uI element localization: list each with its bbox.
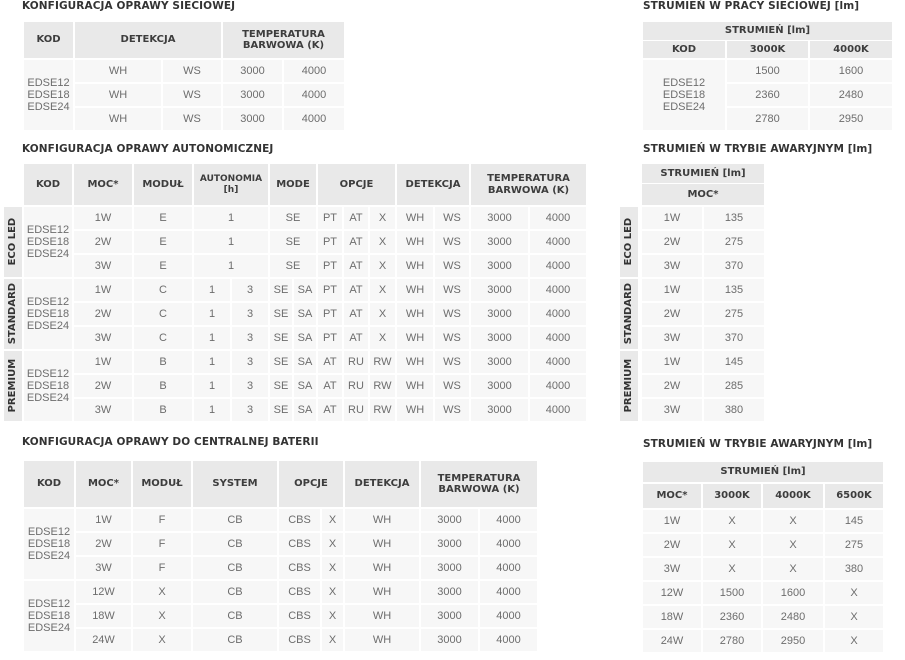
t6-header-moc: MOC* xyxy=(643,484,701,508)
t2-cell: RU xyxy=(344,351,368,373)
t2-cell: AT xyxy=(344,303,368,325)
t3-cell: 4000 xyxy=(480,509,537,531)
t2-cell: RW xyxy=(370,375,395,397)
t3-cell: F xyxy=(133,509,191,531)
t3-cell: 4000 xyxy=(480,581,537,603)
t2-cell: X xyxy=(370,255,395,277)
t3-header-moc: MOC* xyxy=(76,461,131,507)
t4-cell: 2480 xyxy=(810,84,892,106)
t5-table xyxy=(620,164,764,421)
t4-cell: 1600 xyxy=(810,60,892,82)
t1-cell: WS xyxy=(163,108,221,130)
t6-cell: 2W xyxy=(643,534,701,556)
t2-cell: E xyxy=(134,255,192,277)
t3-cell: X xyxy=(322,581,343,603)
t2-cell: 4000 xyxy=(530,351,586,373)
t2-cell: 3000 xyxy=(471,351,528,373)
t3-cell: 4000 xyxy=(480,557,537,579)
t2-cell: WH xyxy=(397,231,433,253)
t3-cell: 4000 xyxy=(480,605,537,627)
t6-cell: 3W xyxy=(643,558,701,580)
t4-header-strumien: STRUMIEŃ [lm] xyxy=(643,22,892,40)
t1-cell: 3000 xyxy=(223,108,282,130)
t3-header-modul: MODUŁ xyxy=(133,461,191,507)
t2-cell: 3 xyxy=(232,375,268,397)
t3-header-temp: TEMPERATURA BARWOWA (K) xyxy=(421,461,537,507)
t2-cell: SA xyxy=(294,303,316,325)
t2-cell: WS xyxy=(435,207,469,229)
t6-cell: 2780 xyxy=(703,630,761,652)
t6-cell: 2480 xyxy=(763,606,823,628)
t3-header-kod: KOD xyxy=(24,461,74,507)
t2-cell: PT xyxy=(318,207,342,229)
t4-table xyxy=(643,22,892,130)
t3-cell: 3000 xyxy=(421,509,478,531)
t2-cell: AT xyxy=(344,231,368,253)
t1-cell: WH xyxy=(75,108,161,130)
t2-cell: 3 xyxy=(232,303,268,325)
t4-header-kod: KOD xyxy=(643,41,725,58)
t6-cell: X xyxy=(703,510,761,532)
t5-title: STRUMIEŃ W TRYBIE AWARYJNYM [lm] xyxy=(643,143,873,155)
t3-cell: 3000 xyxy=(421,557,478,579)
t2-header-autonomia: AUTONOMIA [h] xyxy=(194,164,268,205)
t2-group-label xyxy=(4,279,22,349)
t2-table xyxy=(4,164,586,421)
t3-cell: CB xyxy=(193,605,277,627)
t6-cell: X xyxy=(763,558,823,580)
t2-cell: 3W xyxy=(74,255,132,277)
t3-cell: 24W xyxy=(76,629,131,651)
t1-cell: WS xyxy=(163,84,221,106)
t2-cell: B xyxy=(134,351,192,373)
t2-cell: SA xyxy=(294,279,316,301)
t6-cell: X xyxy=(825,630,883,652)
t3-cell: WH xyxy=(345,605,419,627)
t6-cell: X xyxy=(825,582,883,604)
t2-cell: 2W xyxy=(74,303,132,325)
t3-cell: 3W xyxy=(76,557,131,579)
t2-cell: WS xyxy=(435,231,469,253)
t3-cell: 3000 xyxy=(421,629,478,651)
t2-cell: WS xyxy=(435,375,469,397)
t5-cell: 1W xyxy=(642,207,702,229)
t2-cell: E xyxy=(134,207,192,229)
t2-cell: C xyxy=(134,303,192,325)
t2-cell: 4000 xyxy=(530,327,586,349)
t2-cell: SA xyxy=(294,351,316,373)
t3-cell: CBS xyxy=(279,557,320,579)
t6-header-3000k: 3000K xyxy=(703,484,761,508)
t3-cell: CBS xyxy=(279,605,320,627)
t2-cell: C xyxy=(134,327,192,349)
t2-cell: WH xyxy=(397,375,433,397)
t2-cell: SE xyxy=(270,231,316,253)
t6-cell: 2950 xyxy=(763,630,823,652)
t2-cell: RW xyxy=(370,399,395,421)
t3-cell: 18W xyxy=(76,605,131,627)
t2-cell: X xyxy=(370,327,395,349)
t5-cell: 370 xyxy=(704,255,764,277)
t3-header-detekcja: DETEKCJA xyxy=(345,461,419,507)
t2-cell: WH xyxy=(397,327,433,349)
t3-cell: 12W xyxy=(76,581,131,603)
t3-cell: X xyxy=(133,629,191,651)
t2-cell: 3000 xyxy=(471,399,528,421)
t2-cell: 4000 xyxy=(530,279,586,301)
t2-cell: SA xyxy=(294,399,316,421)
t2-cell: AT xyxy=(344,207,368,229)
t3-cell: CB xyxy=(193,557,277,579)
t5-group-label-text: STANDARD xyxy=(623,283,635,345)
t2-cell: 1W xyxy=(74,207,132,229)
t6-cell: 275 xyxy=(825,534,883,556)
t2-cell: AT xyxy=(344,279,368,301)
t2-group-label xyxy=(4,207,22,277)
t1-cell: 3000 xyxy=(223,84,282,106)
t2-cell: SE xyxy=(270,375,292,397)
t3-cell: WH xyxy=(345,557,419,579)
t2-cell: 3 xyxy=(232,399,268,421)
t2-cell: WS xyxy=(435,351,469,373)
t2-cell: PT xyxy=(318,231,342,253)
t5-group-label xyxy=(620,279,638,349)
t2-cell: SE xyxy=(270,303,292,325)
t5-cell: 2W xyxy=(642,375,702,397)
t3-cell: 3000 xyxy=(421,605,478,627)
t2-cell: WS xyxy=(435,303,469,325)
t3-header-opcje: OPCJE xyxy=(279,461,343,507)
t2-cell: SA xyxy=(294,375,316,397)
t2-cell: X xyxy=(370,231,395,253)
t2-kod-cell: EDSE12 EDSE18 EDSE24 xyxy=(24,207,72,277)
t5-cell: 135 xyxy=(704,279,764,301)
t2-kod-cell: EDSE12 EDSE18 EDSE24 xyxy=(24,279,72,349)
t2-cell: AT xyxy=(344,255,368,277)
t2-cell: 4000 xyxy=(530,375,586,397)
t6-cell: X xyxy=(703,534,761,556)
t1-kod-cell: EDSE12 EDSE18 EDSE24 xyxy=(24,60,73,130)
t2-cell: 1 xyxy=(194,207,268,229)
t2-cell: 1 xyxy=(194,303,230,325)
t1-cell: 4000 xyxy=(284,84,344,106)
t1-cell: 4000 xyxy=(284,108,344,130)
t2-cell: 1 xyxy=(194,375,230,397)
t3-header-system: SYSTEM xyxy=(193,461,277,507)
t3-cell: CB xyxy=(193,581,277,603)
t4-cell: 2950 xyxy=(810,108,892,130)
t2-cell: SE xyxy=(270,279,292,301)
t2-cell: 1W xyxy=(74,279,132,301)
t5-cell: 285 xyxy=(704,375,764,397)
t2-cell: 1 xyxy=(194,399,230,421)
t1-header-temp: TEMPERATURA BARWOWA (K) xyxy=(223,22,344,58)
t2-header-mode: MODE xyxy=(270,164,316,205)
t2-cell: AT xyxy=(318,351,342,373)
t3-cell: 2W xyxy=(76,533,131,555)
t2-cell: RU xyxy=(344,399,368,421)
t2-header-detekcja: DETEKCJA xyxy=(397,164,469,205)
t3-cell: CBS xyxy=(279,509,320,531)
t3-cell: CB xyxy=(193,533,277,555)
t5-cell: 275 xyxy=(704,231,764,253)
t2-cell: SA xyxy=(294,327,316,349)
t5-cell: 380 xyxy=(704,399,764,421)
t2-cell: PT xyxy=(318,327,342,349)
t4-cell: 1500 xyxy=(727,60,808,82)
t2-cell: SE xyxy=(270,351,292,373)
t1-title: KONFIGURACJA OPRAWY SIECIOWEJ xyxy=(22,0,236,12)
t2-header-modul: MODUŁ xyxy=(134,164,192,205)
t4-header-4000k: 4000K xyxy=(810,41,892,58)
t2-cell: 3000 xyxy=(471,231,528,253)
t2-cell: 3W xyxy=(74,327,132,349)
t1-cell: WH xyxy=(75,60,161,82)
t3-cell: X xyxy=(322,557,343,579)
t4-title: STRUMIEŃ W PRACY SIECIOWEJ [lm] xyxy=(643,0,860,12)
t2-cell: WH xyxy=(397,207,433,229)
t5-cell: 2W xyxy=(642,303,702,325)
t3-cell: 4000 xyxy=(480,629,537,651)
t2-cell: 3 xyxy=(232,327,268,349)
t3-cell: CB xyxy=(193,629,277,651)
t6-cell: 1W xyxy=(643,510,701,532)
t5-header-moc: MOC* xyxy=(642,184,764,205)
t2-cell: SE xyxy=(270,399,292,421)
t2-cell: WS xyxy=(435,327,469,349)
t6-cell: 2360 xyxy=(703,606,761,628)
t5-cell: 1W xyxy=(642,279,702,301)
t2-cell: AT xyxy=(318,375,342,397)
t3-cell: F xyxy=(133,557,191,579)
t2-cell: 1W xyxy=(74,351,132,373)
t2-cell: WS xyxy=(435,279,469,301)
t3-cell: WH xyxy=(345,629,419,651)
t2-kod-cell: EDSE12 EDSE18 EDSE24 xyxy=(24,351,72,421)
t5-cell: 370 xyxy=(704,327,764,349)
t1-cell: 3000 xyxy=(223,60,282,82)
t5-cell: 3W xyxy=(642,255,702,277)
t5-cell: 275 xyxy=(704,303,764,325)
t2-header-kod: KOD xyxy=(24,164,72,205)
t2-cell: RU xyxy=(344,375,368,397)
t3-title: KONFIGURACJA OPRAWY DO CENTRALNEJ BATERII xyxy=(22,436,319,448)
t3-cell: 3000 xyxy=(421,581,478,603)
t2-cell: PT xyxy=(318,255,342,277)
t6-cell: 1500 xyxy=(703,582,761,604)
t2-cell: 3W xyxy=(74,399,132,421)
t5-group-label-text: ECO LED xyxy=(623,218,635,266)
t2-group-label-text: ECO LED xyxy=(7,218,19,266)
t5-cell: 3W xyxy=(642,399,702,421)
t3-cell: 3000 xyxy=(421,533,478,555)
t1-cell: 4000 xyxy=(284,60,344,82)
t2-cell: 1 xyxy=(194,351,230,373)
t2-cell: AT xyxy=(344,327,368,349)
t6-table xyxy=(643,462,883,652)
t3-cell: WH xyxy=(345,533,419,555)
t2-cell: WH xyxy=(397,303,433,325)
t2-cell: X xyxy=(370,279,395,301)
t3-cell: WH xyxy=(345,581,419,603)
t2-cell: 2W xyxy=(74,375,132,397)
t2-cell: 2W xyxy=(74,231,132,253)
t6-cell: 18W xyxy=(643,606,701,628)
t1-cell: WS xyxy=(163,60,221,82)
t3-cell: CB xyxy=(193,509,277,531)
t6-header-6500k: 6500K xyxy=(825,484,883,508)
t4-header-3000k: 3000K xyxy=(727,41,808,58)
t3-cell: X xyxy=(322,629,343,651)
t2-cell: 1 xyxy=(194,255,268,277)
t6-cell: 12W xyxy=(643,582,701,604)
t2-cell: SE xyxy=(270,255,316,277)
t5-header-strumien: STRUMIEŃ [lm] xyxy=(642,164,764,183)
t4-cell: 2360 xyxy=(727,84,808,106)
t5-cell: 3W xyxy=(642,327,702,349)
t2-cell: B xyxy=(134,399,192,421)
t2-cell: C xyxy=(134,279,192,301)
t2-cell: B xyxy=(134,375,192,397)
t2-cell: 1 xyxy=(194,231,268,253)
t3-cell: X xyxy=(322,509,343,531)
t5-cell: 2W xyxy=(642,231,702,253)
t2-cell: 3000 xyxy=(471,327,528,349)
t5-group-label xyxy=(620,207,638,277)
t1-header-kod: KOD xyxy=(24,22,73,58)
t2-cell: 3000 xyxy=(471,279,528,301)
t2-cell: WH xyxy=(397,255,433,277)
t2-cell: 4000 xyxy=(530,303,586,325)
t2-cell: 4000 xyxy=(530,399,586,421)
t2-cell: AT xyxy=(318,399,342,421)
t3-cell: X xyxy=(133,581,191,603)
t6-cell: 145 xyxy=(825,510,883,532)
t2-group-label-text: STANDARD xyxy=(7,283,19,345)
t3-cell: X xyxy=(133,605,191,627)
t2-cell: 3000 xyxy=(471,303,528,325)
t4-cell: 2780 xyxy=(727,108,808,130)
t2-cell: PT xyxy=(318,279,342,301)
t2-cell: PT xyxy=(318,303,342,325)
t3-cell: 1W xyxy=(76,509,131,531)
t3-cell: WH xyxy=(345,509,419,531)
t2-header-opcje: OPCJE xyxy=(318,164,395,205)
t3-cell: X xyxy=(322,605,343,627)
t2-cell: SE xyxy=(270,327,292,349)
t2-group-label xyxy=(4,351,22,421)
t5-cell: 145 xyxy=(704,351,764,373)
t3-table xyxy=(24,461,537,652)
t2-cell: WH xyxy=(397,399,433,421)
t3-cell: F xyxy=(133,533,191,555)
t3-cell: CBS xyxy=(279,581,320,603)
t1-cell: WH xyxy=(75,84,161,106)
t2-cell: X xyxy=(370,303,395,325)
t2-header-moc: MOC* xyxy=(74,164,132,205)
t2-cell: 1 xyxy=(194,327,230,349)
t2-cell: 3 xyxy=(232,279,268,301)
t6-cell: X xyxy=(703,558,761,580)
t5-group-label-text: PREMIUM xyxy=(623,359,635,413)
t3-cell: CBS xyxy=(279,629,320,651)
t6-header-strumien: STRUMIEŃ [lm] xyxy=(643,462,883,482)
t5-group-label xyxy=(620,351,638,421)
t3-cell: X xyxy=(322,533,343,555)
t2-cell: 4000 xyxy=(530,255,586,277)
t6-title: STRUMIEŃ W TRYBIE AWARYJNYM [lm] xyxy=(643,438,873,450)
t6-cell: 24W xyxy=(643,630,701,652)
t6-cell: X xyxy=(763,510,823,532)
t2-cell: X xyxy=(370,207,395,229)
t6-cell: 380 xyxy=(825,558,883,580)
t6-cell: 1600 xyxy=(763,582,823,604)
t3-cell: 4000 xyxy=(480,533,537,555)
t5-cell: 135 xyxy=(704,207,764,229)
t6-cell: X xyxy=(763,534,823,556)
t1-table xyxy=(24,22,344,130)
t2-cell: 3000 xyxy=(471,255,528,277)
t2-cell: RW xyxy=(370,351,395,373)
t2-cell: 4000 xyxy=(530,231,586,253)
t2-cell: 1 xyxy=(194,279,230,301)
t2-cell: E xyxy=(134,231,192,253)
t2-cell: 3 xyxy=(232,351,268,373)
t5-cell: 1W xyxy=(642,351,702,373)
t2-cell: WH xyxy=(397,351,433,373)
t4-kod-cell: EDSE12 EDSE18 EDSE24 xyxy=(643,60,725,130)
t2-header-temp: TEMPERATURA BARWOWA (K) xyxy=(471,164,586,205)
t1-header-detekcja: DETEKCJA xyxy=(75,22,221,58)
t2-cell: WS xyxy=(435,255,469,277)
t6-cell: X xyxy=(825,606,883,628)
t2-group-label-text: PREMIUM xyxy=(7,359,19,413)
t6-header-4000k: 4000K xyxy=(763,484,823,508)
t3-cell: CBS xyxy=(279,533,320,555)
t3-kod-cell: EDSE12 EDSE18 EDSE24 xyxy=(24,581,74,651)
t2-cell: 3000 xyxy=(471,207,528,229)
t2-cell: WH xyxy=(397,279,433,301)
t2-cell: 4000 xyxy=(530,207,586,229)
t2-title: KONFIGURACJA OPRAWY AUTONOMICZNEJ xyxy=(22,143,274,155)
t3-kod-cell: EDSE12 EDSE18 EDSE24 xyxy=(24,509,74,579)
t2-cell: SE xyxy=(270,207,316,229)
t2-cell: 3000 xyxy=(471,375,528,397)
t2-cell: WS xyxy=(435,399,469,421)
